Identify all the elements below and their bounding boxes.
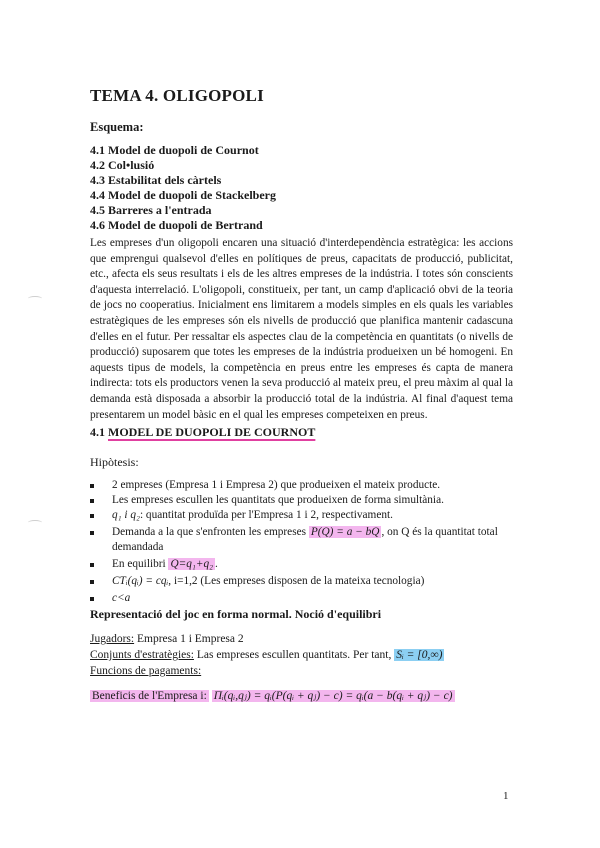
bullet-icon xyxy=(90,563,94,567)
toc-item: 4.3 Estabilitat dels càrtels xyxy=(90,173,222,187)
toc-item: 4.6 Model de duopoli de Bertrand xyxy=(90,218,263,232)
list-item-text: , i=1,2 (Les empreses disposen de la mateixa tecnologia) xyxy=(168,575,425,587)
scan-mark xyxy=(28,520,42,525)
strategies-text: Las empreses escullen quantitats. Per tant, xyxy=(196,649,392,661)
equilibrium-formula: Q=q₁+q₂ xyxy=(170,558,214,570)
list-item-text: : quantitat produïda per l'Empresa 1 i 2, respectivament. xyxy=(139,509,393,521)
profit-line xyxy=(90,688,455,702)
list-item-text: Demanda a la que s'enfronten les empreses xyxy=(112,526,307,538)
math-expression: q₁ i q₂ xyxy=(112,509,140,521)
players-line xyxy=(90,631,444,647)
payoffs-line xyxy=(90,663,444,679)
bullet-icon xyxy=(90,580,94,584)
scan-mark xyxy=(28,296,42,301)
list-item xyxy=(90,525,520,555)
section-title: MODEL DE DUOPOLI DE COURNOT xyxy=(108,425,316,439)
players-label: Jugadors: xyxy=(90,633,135,645)
list-item xyxy=(90,574,520,589)
toc-item: 4.4 Model de duopoli de Stackelberg xyxy=(90,188,277,202)
bullet-icon xyxy=(90,499,94,503)
profit-formula: Πᵢ(qᵢ,qⱼ) = qᵢ(P(qᵢ + qⱼ) − c) = qᵢ(a − b(qᵢ + qⱼ) − c) xyxy=(213,690,453,702)
intro-paragraph: Les empreses d'un oligopoli encaren una situació d'interdependència estratègica: les accions que emprengui qualsevol d'elles en polítiques de preus, capacitats de producció, publicitat, etc., afecta els seus resultats i els de les altres empreses de la indústria. I totes són conscients d'aquesta interrelació. L'oligopoli, constitueix, per tant, un camp d'aplicació obvi de la teoria de jocs no cooperatius. Inicialment ens limitarem a models simples en els quals les variables estratègiques de les empreses són els nivells de producció que planifica mantenir cadascuna d'elles en el futur. Per ressaltar els aspectes clau de la competència en quantitats (o nivells de producció) suposarem que totes les empreses de la indústria produeixen un bé homogeni. En aquests tipus de models, la competència en preus entre les empreses és capta de manera indirecta: tots els productors venen la seva producció al mateix preu, el preu màxim al qual la demanda està disposada a absorbir la producció total de la indústria. Al final d'aquest tema presentarem un model bàsic en el qual les empreses competeixen en preus. xyxy=(90,237,513,421)
strategies-label: Conjunts d'estratègies: xyxy=(90,649,194,661)
strategy-set-formula: Sᵢ = [0,∞) xyxy=(396,649,443,661)
toc-item: 4.5 Barreres a l'entrada xyxy=(90,203,212,217)
game-definition xyxy=(90,631,444,679)
cost-formula: CTᵢ(qᵢ) = cqᵢ xyxy=(112,575,169,587)
list-item-text: Les empreses escullen les quantitats que produeixen de forma simultània. xyxy=(112,494,444,506)
profit-label: Beneficis de l'Empresa i xyxy=(92,690,204,702)
list-item xyxy=(90,493,520,508)
bullet-icon xyxy=(90,484,94,488)
profit-label-highlight: Beneficis de l'Empresa i: xyxy=(92,690,207,702)
bullet-icon xyxy=(90,514,94,518)
strategies-line xyxy=(90,647,444,663)
list-item-text: En equilibri xyxy=(112,558,166,570)
hypothesis-list xyxy=(90,478,520,606)
table-of-contents xyxy=(90,143,276,233)
subsection-heading: Representació del joc en forma normal. Noció d'equilibri xyxy=(90,607,382,621)
list-item-text: , on Q és la quantitat total demandada xyxy=(112,526,498,553)
page-title: TEMA 4. OLIGOPOLI xyxy=(90,86,264,105)
list-item: En equilibri Q=q₁+q₂ . xyxy=(90,557,520,572)
page-number: 1 xyxy=(503,790,509,802)
list-item xyxy=(90,508,520,523)
toc-item: 4.2 Col•lusió xyxy=(90,158,155,172)
list-item xyxy=(90,478,520,493)
math-expression: c<a xyxy=(112,592,131,604)
hipotesis-label: Hipòtesis: xyxy=(90,455,139,469)
section-heading xyxy=(90,425,315,440)
payoffs-label: Funcions de pagaments: xyxy=(90,665,202,677)
section-number: 4.1 xyxy=(90,425,105,439)
toc-item: 4.1 Model de duopoli de Cournot xyxy=(90,143,259,157)
bullet-icon xyxy=(90,597,94,601)
list-item xyxy=(90,591,520,606)
players-text: Empresa 1 i Empresa 2 xyxy=(136,633,244,645)
demand-formula: P(Q) = a − bQ xyxy=(310,526,380,538)
list-item-text: 2 empreses (Empresa 1 i Empresa 2) que produeixen el mateix producte. xyxy=(112,479,441,491)
bullet-icon xyxy=(90,531,94,535)
esquema-label: Esquema: xyxy=(90,120,144,134)
